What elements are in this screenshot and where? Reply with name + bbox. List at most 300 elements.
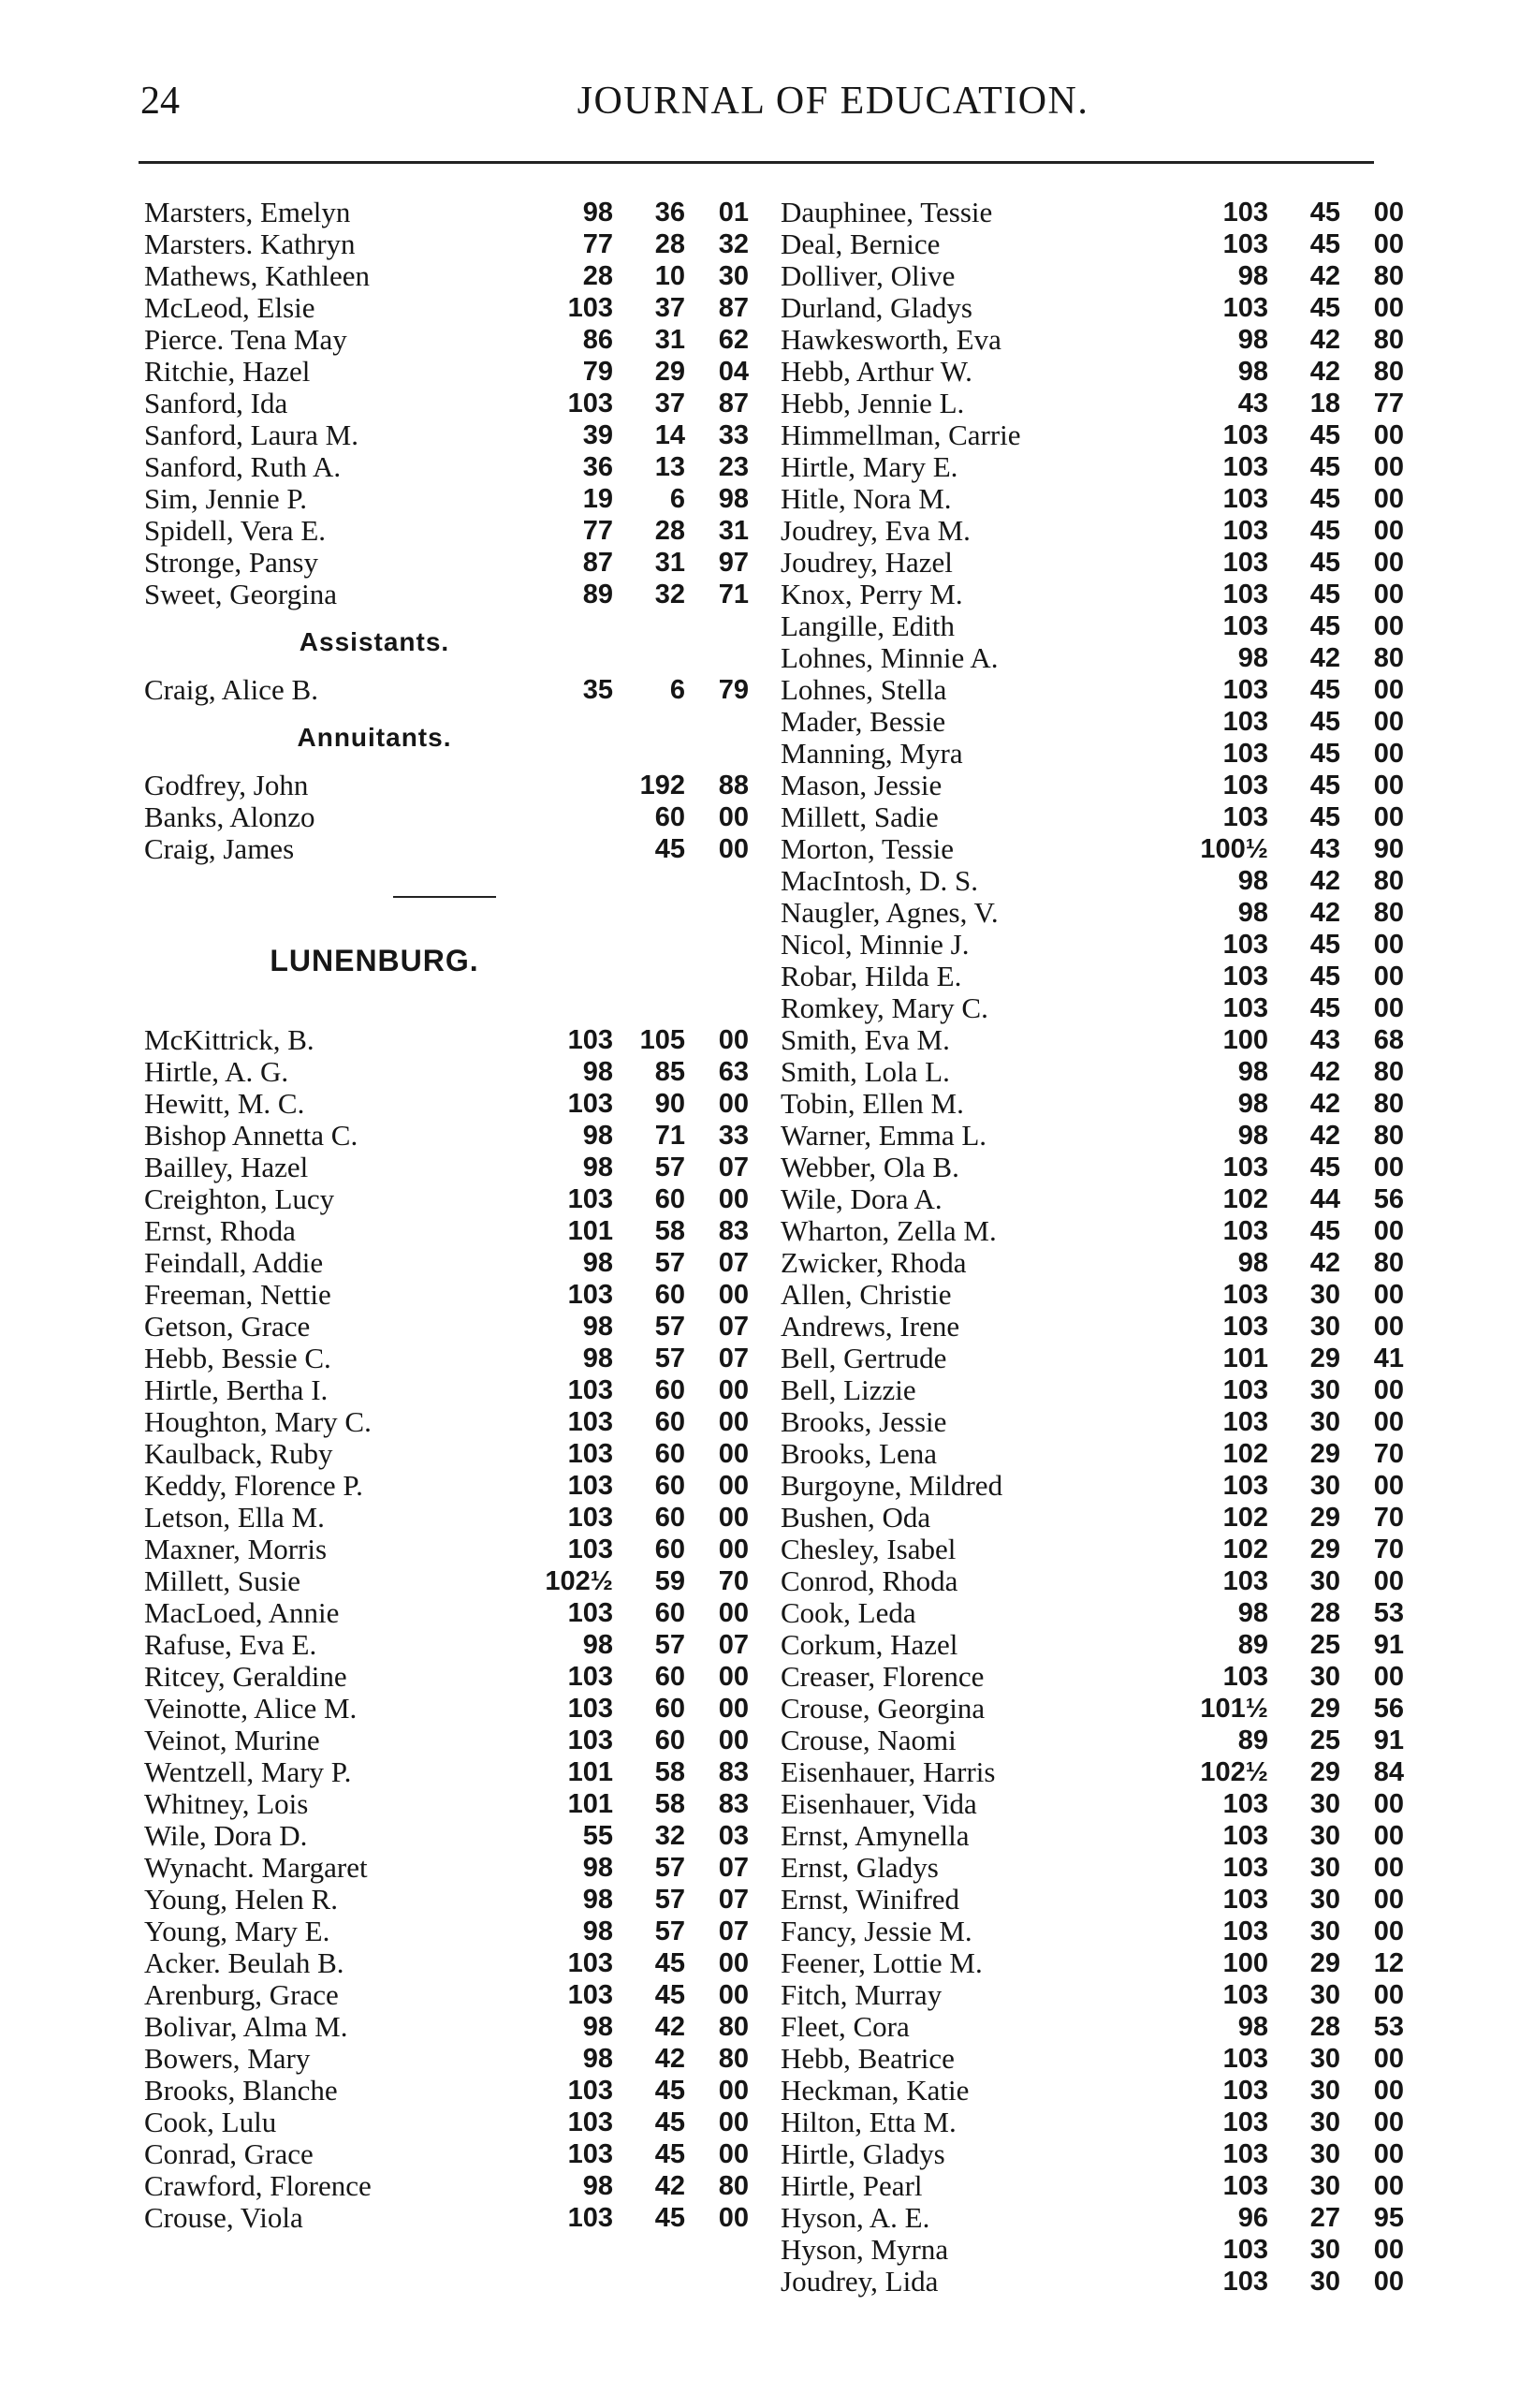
entry-value-n3: 80: [1373, 643, 1404, 673]
entry-value-n3: 00: [1373, 1916, 1404, 1946]
entry-value-n1: 103: [1222, 1280, 1268, 1310]
entry-value-n3: 00: [1373, 484, 1404, 514]
entry-value-n1: 103: [1222, 930, 1268, 960]
entry-value-n2: 45: [1309, 675, 1340, 705]
entry-name: Ritchie, Hazel: [144, 355, 311, 388]
entry-name: Ernst, Rhoda: [144, 1214, 296, 1247]
table-row: [777, 1787, 1404, 1820]
entry-value-n3: 00: [718, 1948, 749, 1978]
table-row: [777, 896, 1404, 929]
entry-value-n2: 57: [654, 1853, 685, 1883]
entry-value-n2: 29: [654, 357, 685, 387]
entry-value-n2: 45: [654, 834, 685, 864]
entry-name: Langille, Edith: [781, 609, 955, 642]
entry-value-n1: 98: [582, 1248, 613, 1278]
entry-value-n3: 00: [718, 1025, 749, 1055]
entry-name: Godfrey, John: [144, 769, 309, 801]
entry-value-n2: 45: [1309, 930, 1340, 960]
entry-value-n1: 102½: [545, 1566, 613, 1596]
entry-name: Conrad, Grace: [144, 2137, 314, 2170]
entry-name: Bell, Lizzie: [781, 1373, 916, 1406]
entry-value-n3: 91: [1373, 1725, 1404, 1755]
entry-name: Burgoyne, Mildred: [781, 1469, 1003, 1502]
entry-value-n3: 00: [718, 802, 749, 832]
entry-value-n1: 102: [1222, 1503, 1268, 1533]
table-row: [140, 388, 749, 419]
left-column: [140, 197, 749, 2234]
entry-value-n3: 32: [718, 229, 749, 259]
entry-value-n1: 103: [567, 1503, 613, 1533]
entry-value-n1: 103: [1222, 1566, 1268, 1596]
entry-value-n2: 42: [1309, 1057, 1340, 1087]
table-row: [777, 1023, 1404, 1056]
entry-name: Veinotte, Alice M.: [144, 1692, 358, 1725]
entry-value-n3: 80: [1373, 1089, 1404, 1119]
entry-value-n1: 103: [1222, 2076, 1268, 2106]
table-row: [777, 291, 1404, 324]
table-row: [140, 1056, 749, 1088]
entry-value-n1: 98: [1237, 1057, 1268, 1087]
table-row: [777, 2137, 1404, 2170]
entry-name: Hirtle, Bertha I.: [144, 1373, 329, 1406]
entry-value-n1: 98: [582, 198, 613, 228]
entry-value-n3: 00: [1373, 2235, 1404, 2265]
entry-value-n2: 105: [639, 1025, 685, 1055]
entry-name: Heckman, Katie: [781, 2074, 970, 2107]
entry-name: Morton, Tessie: [781, 832, 954, 865]
entry-name: Veinot, Murine: [144, 1724, 320, 1756]
entry-value-n3: 80: [718, 2012, 749, 2042]
entry-value-n2: 14: [654, 420, 685, 450]
table-row: [140, 1534, 749, 1565]
entry-value-n1: 103: [1222, 548, 1268, 578]
entry-name: Fleet, Cora: [781, 2010, 910, 2043]
entry-value-n1: 98: [582, 2012, 613, 2042]
entry-value-n2: 60: [654, 802, 685, 832]
table-row: [777, 2106, 1404, 2138]
entry-name: Allen, Christie: [781, 1278, 952, 1311]
entry-value-n2: 30: [1309, 2076, 1340, 2106]
table-row: [777, 355, 1404, 388]
entry-name: Joudrey, Lida: [781, 2265, 939, 2298]
table-row: [140, 2170, 749, 2202]
entry-name: Zwicker, Rhoda: [781, 1246, 967, 1279]
entry-name: Hitle, Nora M.: [781, 482, 952, 515]
entry-name: Young, Helen R.: [144, 1883, 338, 1916]
entry-value-n3: 00: [718, 1503, 749, 1533]
table-row: [777, 418, 1404, 451]
entry-value-n1: 86: [582, 325, 613, 355]
entry-value-n1: 98: [1237, 898, 1268, 928]
table-row: [777, 1310, 1404, 1343]
entry-value-n1: 98: [1237, 2012, 1268, 2042]
table-row: [140, 1120, 749, 1152]
entry-value-n2: 60: [654, 1598, 685, 1628]
entry-name: Sanford, Ruth A.: [144, 450, 342, 483]
entry-value-n3: 84: [1373, 1757, 1404, 1787]
entry-value-n3: 07: [718, 1312, 749, 1342]
entry-value-n1: 101: [567, 1757, 613, 1787]
entry-value-n2: 29: [1309, 1694, 1340, 1724]
entry-value-n3: 88: [718, 771, 749, 800]
entry-value-n2: 45: [1309, 739, 1340, 769]
entry-name: Marsters. Kathryn: [144, 228, 356, 260]
entry-value-n2: 42: [1309, 1248, 1340, 1278]
entry-name: Romkey, Mary C.: [781, 991, 988, 1024]
entry-value-n2: 30: [1309, 1312, 1340, 1342]
entry-name: Fancy, Jessie M.: [781, 1915, 972, 1947]
entry-value-n2: 42: [1309, 866, 1340, 896]
entry-name: Eisenhauer, Harris: [781, 1755, 996, 1788]
table-row: [777, 800, 1404, 833]
entry-value-n2: 57: [654, 1343, 685, 1373]
table-row: [777, 546, 1404, 579]
table-row: [777, 1055, 1404, 1088]
entry-value-n2: 27: [1309, 2203, 1340, 2233]
entry-value-n2: 60: [654, 1407, 685, 1437]
entry-value-n2: 58: [654, 1757, 685, 1787]
entry-name: Bailley, Hazel: [144, 1151, 309, 1183]
entry-value-n3: 31: [718, 516, 749, 546]
table-row: [777, 323, 1404, 356]
entry-name: Knox, Perry M.: [781, 578, 963, 610]
entry-value-n1: 98: [1237, 357, 1268, 387]
table-row: [777, 387, 1404, 419]
entry-value-n2: 45: [1309, 580, 1340, 609]
entry-value-n2: 30: [1309, 1375, 1340, 1405]
entry-name: Getson, Grace: [144, 1310, 311, 1343]
entry-value-n1: 103: [1222, 1407, 1268, 1437]
entry-value-n3: 00: [718, 1725, 749, 1755]
entry-value-n1: 98: [582, 1630, 613, 1660]
entry-value-n2: 36: [654, 198, 685, 228]
entry-value-n2: 30: [1309, 2267, 1340, 2297]
section-heading-annuitants: Annuitants.: [297, 723, 452, 752]
entry-value-n2: 18: [1309, 389, 1340, 418]
table-row: [140, 1470, 749, 1502]
entry-name: Conrod, Rhoda: [781, 1564, 958, 1597]
entry-name: Millett, Sadie: [781, 800, 939, 833]
entry-value-n1: 77: [582, 516, 613, 546]
entry-value-n1: 35: [582, 675, 613, 705]
entry-name: Bolivar, Alma M.: [144, 2010, 348, 2043]
entry-value-n3: 00: [1373, 739, 1404, 769]
entry-name: Cook, Lulu: [144, 2106, 277, 2138]
entry-value-n3: 41: [1373, 1343, 1404, 1373]
entry-value-n1: 103: [1222, 2139, 1268, 2169]
table-row: [140, 419, 749, 451]
entry-value-n1: 103: [1222, 420, 1268, 450]
entry-value-n2: 30: [1309, 1566, 1340, 1596]
entry-value-n3: 00: [1373, 1375, 1404, 1405]
entry-value-n2: 45: [1309, 548, 1340, 578]
table-row: [140, 1725, 749, 1756]
entry-value-n3: 00: [718, 1407, 749, 1437]
entry-value-n2: 30: [1309, 1280, 1340, 1310]
entry-name: Eisenhauer, Vida: [781, 1787, 977, 1820]
table-row: [140, 1884, 749, 1916]
entry-value-n2: 57: [654, 1630, 685, 1660]
entry-name: Hilton, Etta M.: [781, 2106, 957, 2138]
entry-name: Cook, Leda: [781, 1596, 916, 1629]
entry-value-n3: 00: [1373, 1407, 1404, 1437]
entry-value-n1: 43: [1237, 389, 1268, 418]
entry-value-n1: 102: [1222, 1439, 1268, 1469]
entry-value-n1: 103: [567, 2139, 613, 2169]
entry-value-n3: 00: [1373, 1153, 1404, 1182]
table-row: [777, 2010, 1404, 2043]
entry-value-n1: 79: [582, 357, 613, 387]
entry-name: Hirtle, Pearl: [781, 2169, 923, 2202]
entry-value-n1: 103: [1222, 1375, 1268, 1405]
entry-value-n1: 103: [1222, 2171, 1268, 2201]
table-row: [777, 1915, 1404, 1947]
entry-value-n1: 100½: [1200, 834, 1268, 864]
entry-name: Mason, Jessie: [781, 769, 943, 801]
entry-name: Mader, Bessie: [781, 705, 946, 738]
entry-value-n2: 45: [1309, 611, 1340, 641]
entry-value-n1: 103: [1222, 993, 1268, 1023]
entry-name: MacIntosh, D. S.: [781, 864, 978, 897]
entry-value-n1: 98: [582, 2044, 613, 2074]
entry-value-n1: 103: [1222, 2235, 1268, 2265]
entry-value-n2: 42: [1309, 1121, 1340, 1151]
table-row: [777, 928, 1404, 961]
entry-value-n2: 30: [1309, 1821, 1340, 1851]
entry-name: Stronge, Pansy: [144, 546, 318, 579]
entry-name: Manning, Myra: [781, 737, 963, 770]
entry-name: Creaser, Florence: [781, 1660, 985, 1693]
entry-value-n1: 98: [1237, 1089, 1268, 1119]
entry-value-n1: 103: [1222, 1980, 1268, 2010]
entry-name: Bell, Gertrude: [781, 1342, 947, 1374]
entry-value-n2: 42: [1309, 261, 1340, 291]
entry-value-n2: 30: [1309, 1789, 1340, 1819]
entry-value-n1: 101: [567, 1216, 613, 1246]
entry-value-n1: 103: [1222, 2107, 1268, 2137]
entry-name: Hebb, Beatrice: [781, 2042, 955, 2075]
entry-value-n2: 45: [1309, 516, 1340, 546]
entry-name: Brooks, Blanche: [144, 2074, 338, 2107]
entry-value-n1: 98: [1237, 1248, 1268, 1278]
entry-value-n2: 45: [654, 2139, 685, 2169]
table-row: [140, 1502, 749, 1534]
entry-value-n2: 45: [654, 2203, 685, 2233]
entry-value-n3: 00: [1373, 198, 1404, 228]
entry-name: Crouse, Viola: [144, 2201, 303, 2234]
entry-value-n3: 00: [1373, 1280, 1404, 1310]
table-row: [140, 483, 749, 515]
entry-value-n3: 00: [718, 1439, 749, 1469]
table-row: [140, 2138, 749, 2170]
entry-value-n1: 103: [1222, 739, 1268, 769]
entry-value-n1: 103: [567, 1025, 613, 1055]
entry-value-n1: 98: [1237, 325, 1268, 355]
table-row: [140, 1661, 749, 1693]
table-row: [140, 1279, 749, 1311]
entry-value-n2: 57: [654, 1248, 685, 1278]
table-row: [777, 609, 1404, 642]
entry-value-n1: 103: [1222, 452, 1268, 482]
entry-value-n2: 28: [1309, 2012, 1340, 2042]
entry-value-n1: 103: [1222, 675, 1268, 705]
table-row: [777, 1119, 1404, 1152]
entry-value-n3: 33: [718, 1121, 749, 1151]
entry-name: Acker. Beulah B.: [144, 1946, 344, 1979]
entry-value-n2: 45: [654, 1980, 685, 2010]
entry-value-n3: 98: [718, 484, 749, 514]
entry-name: Kaulback, Ruby: [144, 1437, 333, 1470]
entry-value-n1: 103: [567, 1280, 613, 1310]
entry-name: Marsters, Emelyn: [144, 196, 351, 228]
entry-value-n2: 45: [1309, 1216, 1340, 1246]
entry-value-n1: 103: [1222, 229, 1268, 259]
entry-value-n2: 30: [1309, 2235, 1340, 2265]
entry-value-n2: 30: [1309, 1885, 1340, 1915]
entry-name: Spidell, Vera E.: [144, 514, 327, 547]
entry-value-n1: 28: [582, 261, 613, 291]
entry-value-n2: 60: [654, 1694, 685, 1724]
entry-value-n2: 58: [654, 1216, 685, 1246]
entry-value-n3: 80: [1373, 325, 1404, 355]
table-row: [777, 482, 1404, 515]
entry-value-n1: 103: [1222, 1153, 1268, 1182]
table-row: [777, 1214, 1404, 1247]
entry-value-n2: 30: [1309, 1471, 1340, 1501]
entry-name: Arenburg, Grace: [144, 1978, 339, 2011]
table-row: [777, 228, 1404, 260]
table-row: [140, 515, 749, 547]
table-row: [140, 260, 749, 292]
table-row: [140, 833, 749, 865]
table-row: [140, 1565, 749, 1597]
entry-value-n1: 98: [1237, 643, 1268, 673]
entry-value-n3: 97: [718, 548, 749, 578]
table-row: [777, 1246, 1404, 1279]
entry-value-n2: 30: [1309, 1407, 1340, 1437]
table-row: [140, 1024, 749, 1056]
table-row: [140, 356, 749, 388]
entry-name: Feener, Lottie M.: [781, 1946, 983, 1979]
entry-name: Hewitt, M. C.: [144, 1087, 305, 1120]
table-row: [777, 1596, 1404, 1629]
entry-name: Smith, Lola L.: [781, 1055, 950, 1088]
entry-value-n2: 42: [654, 2044, 685, 2074]
entry-value-n2: 30: [1309, 1916, 1340, 1946]
entry-name: Nicol, Minnie J.: [781, 928, 970, 961]
entry-value-n3: 00: [1373, 1566, 1404, 1596]
entry-value-n3: 87: [718, 389, 749, 418]
entry-name: Ernst, Amynella: [781, 1819, 970, 1852]
entry-value-n2: 60: [654, 1280, 685, 1310]
entry-name: Corkum, Hazel: [781, 1628, 958, 1661]
entry-value-n2: 25: [1309, 1725, 1340, 1755]
table-row: [777, 1819, 1404, 1852]
entry-value-n2: 29: [1309, 1343, 1340, 1373]
entry-name: McLeod, Elsie: [144, 291, 315, 324]
entry-value-n1: 103: [1222, 1853, 1268, 1883]
entry-value-n2: 45: [1309, 229, 1340, 259]
entry-value-n2: 60: [654, 1439, 685, 1469]
entry-value-n3: 03: [718, 1821, 749, 1851]
entry-value-n2: 58: [654, 1789, 685, 1819]
table-row: [140, 2107, 749, 2138]
spacer: [140, 992, 749, 1024]
entry-value-n1: 98: [582, 1916, 613, 1946]
entry-value-n2: 45: [1309, 293, 1340, 323]
table-row: [140, 1788, 749, 1820]
entry-value-n1: 98: [1237, 261, 1268, 291]
table-row: [140, 324, 749, 356]
entry-value-n1: 103: [1222, 707, 1268, 737]
entry-value-n1: 89: [1237, 1630, 1268, 1660]
table-row: [140, 1947, 749, 1979]
entry-value-n3: 33: [718, 420, 749, 450]
entry-name: Young, Mary E.: [144, 1915, 330, 1947]
entry-value-n2: 45: [1309, 198, 1340, 228]
table-row: [140, 451, 749, 483]
entry-value-n1: 36: [582, 452, 613, 482]
entry-value-n2: 30: [1309, 1662, 1340, 1692]
entry-value-n1: 102: [1222, 1534, 1268, 1564]
section-heading-assistants: Assistants.: [299, 627, 450, 656]
entry-value-n2: 6: [669, 484, 685, 514]
entry-value-n2: 28: [1309, 1598, 1340, 1628]
entry-value-n1: 103: [567, 1471, 613, 1501]
entry-value-n2: 71: [654, 1121, 685, 1151]
entry-value-n3: 77: [1373, 389, 1404, 418]
table-row: [777, 1851, 1404, 1884]
section-divider: [140, 865, 749, 929]
entry-name: Tobin, Ellen M.: [781, 1087, 964, 1120]
table-row: [140, 228, 749, 260]
entry-value-n1: 98: [582, 1121, 613, 1151]
entry-value-n2: 45: [654, 2076, 685, 2106]
entry-name: Freeman, Nettie: [144, 1278, 331, 1311]
entry-value-n1: 103: [1222, 802, 1268, 832]
entry-name: Sanford, Ida: [144, 387, 288, 419]
entry-value-n2: 42: [1309, 643, 1340, 673]
entry-value-n3: 00: [718, 1471, 749, 1501]
entry-value-n3: 00: [718, 2076, 749, 2106]
table-row: [140, 2075, 749, 2107]
entry-value-n1: 103: [1222, 1662, 1268, 1692]
entry-value-n1: 98: [1237, 866, 1268, 896]
table-row: [140, 1756, 749, 1788]
entry-value-n1: 19: [582, 484, 613, 514]
entry-value-n3: 00: [1373, 2044, 1404, 2074]
entry-value-n1: 103: [1222, 1885, 1268, 1915]
table-row: [140, 1916, 749, 1947]
entry-value-n3: 70: [718, 1566, 749, 1596]
entry-name: Dolliver, Olive: [781, 259, 956, 292]
entry-value-n2: 25: [1309, 1630, 1340, 1660]
entry-name: Chesley, Isabel: [781, 1533, 957, 1565]
entry-name: Joudrey, Hazel: [781, 546, 953, 579]
entry-value-n3: 80: [718, 2171, 749, 2201]
table-row: [777, 2265, 1404, 2298]
entry-name: Rafuse, Eva E.: [144, 1628, 317, 1661]
entry-value-n2: 13: [654, 452, 685, 482]
entry-value-n3: 12: [1373, 1948, 1404, 1978]
entry-name: Feindall, Addie: [144, 1246, 324, 1279]
table-row: [777, 1978, 1404, 2011]
entry-value-n3: 00: [1373, 1312, 1404, 1342]
entry-value-n2: 29: [1309, 1534, 1340, 1564]
table-row: [777, 450, 1404, 483]
entry-value-n1: 103: [1222, 1312, 1268, 1342]
entry-name: Hirtle, Mary E.: [781, 450, 958, 483]
